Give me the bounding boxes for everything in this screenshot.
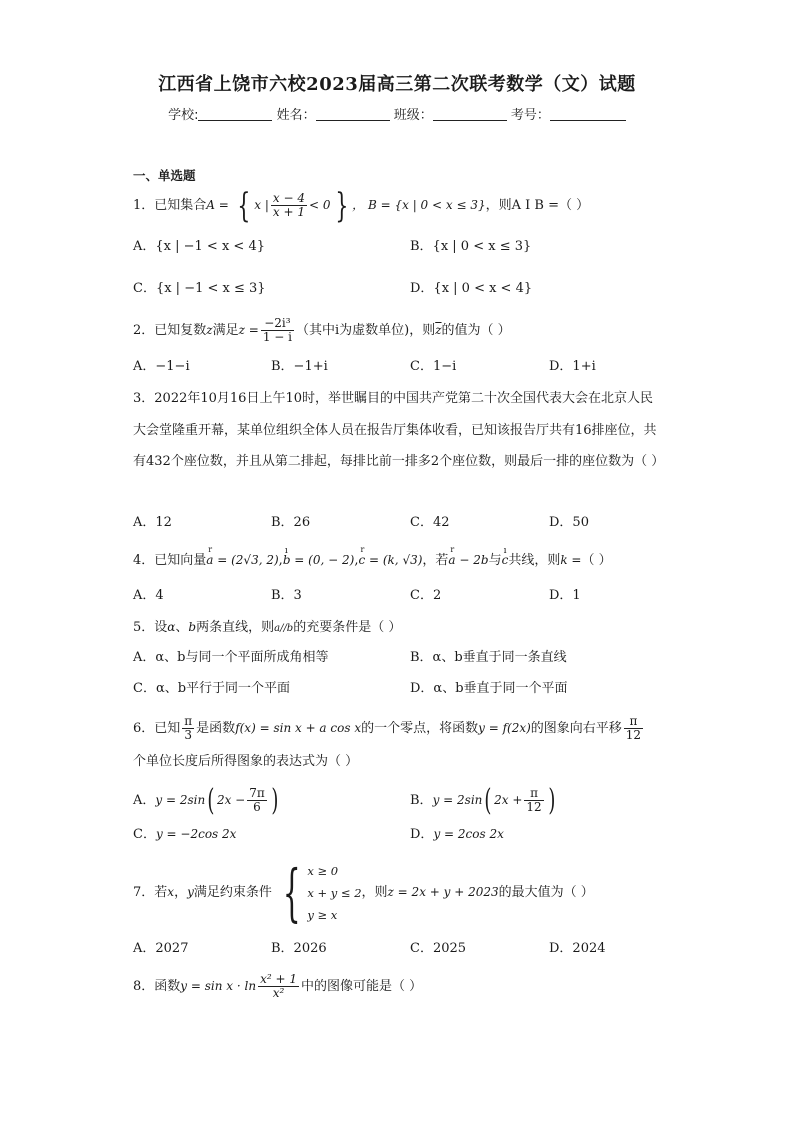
name-field[interactable] [316,107,390,121]
q4-k: k = [560,553,582,567]
school-field[interactable] [198,107,272,121]
q7-constraint-3: y ≥ x [307,907,338,922]
q6-a-label: A． [133,793,156,808]
question-7 [133,857,594,927]
number-label: 考号： [510,108,550,123]
q8-prefix: 8．函数 [133,979,181,994]
q7-option-c[interactable]: C．2025 [410,941,467,956]
q7-constraint-2: x + y ≤ 2 [307,885,362,900]
left-paren: ( [207,782,215,818]
q3-option-b[interactable]: B．26 [271,515,311,530]
system-brace: { [282,855,301,929]
q2-prefix: 2．已知复数 [133,323,207,338]
q5-option-a[interactable]: A．α、b与同一个平面所成角相等 [133,650,329,665]
q6-option-b[interactable] [410,783,557,817]
page-title: 江西省上饶市六校2023届高三第二次联考数学（文）试题 [158,74,636,95]
q3-option-c[interactable]: C．42 [410,515,450,530]
q8-tail: 中的图像可能是（ ） [300,979,423,994]
question-4: 4．已知向量r a = (2√3, 2),ı b = (0, − 2),r c = (k, √3)，若r a − 2b与ı c共线，则k =（ ） [133,546,612,574]
q7-y: y [187,885,194,899]
question-2 [133,313,511,347]
q6-a-den: 6 [253,800,261,814]
q7-option-b[interactable]: B．2026 [271,941,327,956]
section-heading: 一、单选题 [133,168,196,183]
q6-b-inner: 2x + [494,793,523,807]
q4-mid2: 与 [488,553,502,568]
q6-option-d[interactable] [410,824,504,845]
q1-setA-var: x | [254,198,269,212]
q1-fraction [271,192,307,219]
q2-option-c[interactable]: C．1−i [410,359,457,374]
q4-vector-c2: ı c [502,546,509,574]
q6-b-fraction [524,787,543,814]
left-brace: { [236,185,250,226]
q6-c-label: C． [133,827,156,842]
q4-expr: r a − 2b [448,546,488,574]
right-paren: ) [271,782,279,818]
q2-option-d[interactable]: D．1+i [549,359,596,374]
q2-eq: z = [238,323,259,337]
student-info-line [0,104,794,123]
q4-option-a[interactable]: A．4 [133,588,164,603]
q6-mid2: 的一个零点，将函数 [361,721,479,736]
q8-frac-num: x² + 1 [260,972,297,986]
q2-tail2: 的值为（ ） [441,323,511,338]
q7-mid2: ，则 [361,885,388,900]
q1-option-d[interactable]: D．{x | 0 < x < 4} [410,281,533,296]
q1-frac-den: x + 1 [272,205,305,219]
q6-frac2-num: π [624,715,643,729]
q7-z: z = 2x + y + 2023 [387,885,499,899]
q6-mid3: 的图象向右平移 [530,721,622,736]
q6-g: y = f(2x) [478,721,531,735]
q4-vector-c: r c = (k, √3) [358,546,422,574]
q1-prefix: 1．已知集合 [133,198,207,213]
q5-alpha: α [167,620,176,634]
q5-option-d[interactable]: D．α、b垂直于同一个平面 [410,681,568,696]
q7-constraints [307,860,361,926]
q4-tail2: （ ） [581,553,612,568]
q6-prefix: 6．已知 [133,721,181,736]
school-label: 学校: [168,108,199,123]
q4-option-c[interactable]: C．2 [410,588,442,603]
q6-b-num: π [524,787,543,801]
q1-option-c[interactable]: C．{x | −1 < x ≤ 3} [133,281,266,296]
q7-x: x [167,885,175,899]
class-label: 班级： [393,108,433,123]
q6-line2: 个单位长度后所得图象的表达式为（ ） [133,754,359,769]
q4-option-b[interactable]: B．3 [271,588,302,603]
q5-prefix: 5．设 [133,620,168,635]
right-paren: ) [548,782,556,818]
q5-b: b [188,620,197,634]
q2-z: z [206,323,213,337]
q1-tail: ，则A I B =（ ） [485,198,590,213]
q7-sep: ， [174,885,188,900]
q7-mid: 满足约束条件 [193,885,272,900]
question-8 [133,968,422,1004]
q2-mid: 满足 [212,323,239,338]
question-3: 3．2022年10月16日上午10时，举世瞩目的中国共产党第二十次全国代表大会在北京人民大会堂隆重开幕，某单位组织全体人员在报告厅集体收看，已知该报告厅共有16排座位，共有432个座位数，并且从第二排起，每排比前一排多2个座位数，则最后一排的座位数为（ ） [133,391,665,469]
q4-tail: 共线，则 [508,553,561,568]
q6-option-a[interactable] [133,783,280,817]
q6-b-expr: y = 2sin [432,793,483,807]
q7-tail: 的最大值为（ ） [498,885,594,900]
q6-f: f(x) = sin x + a cos x [235,721,362,735]
q6-a-num: 7π [249,786,265,800]
q6-b-label: B． [410,793,433,808]
q5-option-b[interactable]: B．α、b垂直于同一条直线 [410,650,567,665]
q6-c-expr: y = −2cos 2x [155,827,237,841]
q6-option-c[interactable] [133,824,236,845]
q4-option-d[interactable]: D．1 [549,588,581,603]
q6-mid: 是函数 [196,721,236,736]
q5-option-c[interactable]: C．α、b平行于同一个平面 [133,681,291,696]
q5-tail: 的充要条件是（ ） [293,620,402,635]
q7-option-d[interactable]: D．2024 [549,941,606,956]
q5-rel: a//b [274,623,294,634]
q6-frac2-den: 12 [625,728,642,742]
right-brace: } [334,185,348,226]
q6-fraction-1 [182,715,194,742]
q6-frac1-num: π [184,714,193,728]
q6-fraction-2 [624,715,643,742]
q7-prefix: 7．若 [133,885,168,900]
q5-mid: 两条直线，则 [196,620,275,635]
q2-fraction [261,317,294,344]
q6-a-expr: y = 2sin [155,793,206,807]
q6-frac1-den: 3 [184,728,193,742]
q7-constraint-1: x ≥ 0 [307,863,339,878]
q2-tail1: （其中i为虚数单位)，则 [295,323,436,338]
q7-option-a[interactable]: A．2027 [133,941,189,956]
q1-frac-num: x − 4 [272,191,305,205]
q8-expr: y = sin x · ln [180,979,257,993]
q2-frac-den: 1 − i [262,330,292,344]
q6-a-inner: 2x − [216,793,246,807]
q6-a-fraction [247,787,267,814]
q3-option-a[interactable]: A．12 [133,515,172,530]
q1-setA-rel: < 0 [309,198,331,212]
q6-d-label: D． [410,827,434,842]
q2-option-b[interactable]: B．−1+i [271,359,328,374]
class-field[interactable] [433,107,507,121]
q1-option-b[interactable]: B．{x | 0 < x ≤ 3} [410,239,532,254]
name-label: 姓名： [276,108,316,123]
q2-frac-num: −2i³ [261,317,294,331]
q6-b-den: 12 [526,800,542,814]
q5-sep: 、 [175,620,189,635]
left-paren: ( [484,782,492,818]
number-field[interactable] [550,107,626,121]
q2-zbar: $\overline{z}$ [435,323,442,337]
q3-option-d[interactable]: D．50 [549,515,589,530]
q2-option-a[interactable]: A．−1−i [133,359,190,374]
q1-option-a[interactable]: A．{x | −1 < x < 4} [133,239,265,254]
q1-setA-lhs: A = [206,198,233,212]
q6-d-expr: y = 2cos 2x [433,827,504,841]
q1-setB: ， B = {x | 0 < x ≤ 3} [352,198,486,212]
q4-mid: ，若 [422,553,449,568]
q4-vector-a: r a = (2√3, 2) [206,546,278,574]
q8-fraction [258,973,299,1000]
q4-vector-b: ı b = (0, − 2) [283,546,355,574]
q8-frac-den: x² [272,986,285,1000]
question-1 [133,185,590,226]
question-6 [133,710,645,746]
q4-prefix: 4．已知向量 [133,553,207,568]
question-5 [133,617,401,639]
